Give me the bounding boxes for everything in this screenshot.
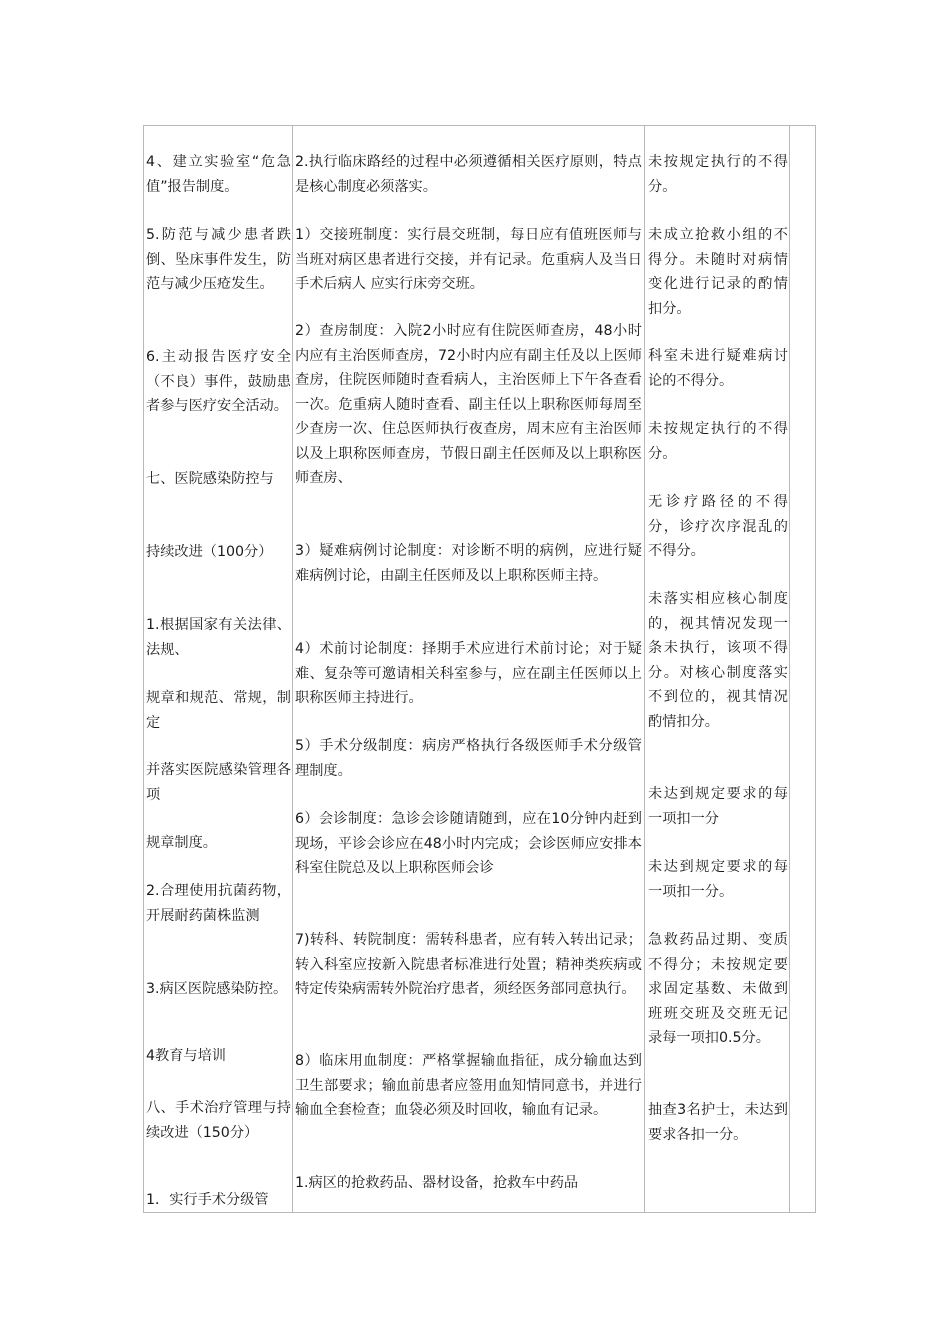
scoring-text: 急救药品过期、变质不得分；未按规定要求固定基数、未做到班班交班及交班无记录每一项扣0.5分。 (648, 932, 788, 1046)
scoring-text: 未达到规定要求的每一项扣一分。 (648, 859, 788, 900)
requirement-text: 2）查房制度：入院2小时应有住院医师查房，48小时内应有主治医师查房，72小时内应有副主任及以上医师查房，住院医师随时查看病人，主治医师上下午各查看一次。危重病人随时查看、副主任以上职称医师每周至少查房一次、住总医师执行夜查房，周末应有主治医师以及上职称医师查房，节假日副主任医师及以上职称医师查房、 (295, 323, 642, 486)
item-text: 2.合理使用抗菌药物，开展耐药菌株监测 (146, 883, 291, 924)
requirement-text: 1）交接班制度：实行晨交班制，每日应有值班医师与当班对病区患者进行交接，并有记录。危重病人及当日手术后病人 应实行床旁交班。 (295, 227, 642, 292)
item-text: 3.病区医院感染防控。 (146, 981, 288, 997)
item-text: 4、建立实验室“危急值”报告制度。 (146, 154, 291, 195)
section-heading: 八、手术治疗管理与持续改进（150分） (146, 1100, 291, 1141)
requirement-text: 6）会诊制度：急诊会诊随请随到，应在10分钟内赶到现场，平诊会诊应在48小时内完成；会诊医师应安排本科室住院总及以上职称医师会诊 (295, 811, 642, 876)
scoring-column-cell (645, 126, 790, 1213)
requirement-text: 2.执行临床路经的过程中必须遵循相关医疗原则，特点是核心制度必须落实。 (295, 154, 642, 195)
requirement-text: 3）疑难病例讨论制度：对诊断不明的病例，应进行疑难病例讨论，由副主任医师及以上职称医师主持。 (295, 543, 642, 584)
item-text: 七、医院感染防控与 (146, 471, 274, 487)
item-text: 持续改进（100分） (146, 544, 273, 560)
item-text: 1.根据国家有关法律、法规、 (146, 617, 291, 658)
item-text: 6.主动报告医疗安全（不良）事件，鼓励患者参与医疗安全活动。 (146, 349, 291, 414)
item-text: 5.防范与减少患者跌倒、坠床事件发生，防范与减少压疮发生。 (146, 227, 291, 292)
empty-column-cell (790, 126, 816, 1213)
requirement-text: 8）临床用血制度：严格掌握输血指征，成分输血达到卫生部要求；输血前患者应签用血知情同意书，并进行输血全套检查；血袋必须及时回收，输血有记录。 (295, 1053, 642, 1118)
item-column-cell (144, 126, 293, 1213)
scoring-text: 未按规定执行的不得分。 (648, 154, 788, 195)
scoring-text: 抽查3名护士，未达到要求各扣一分。 (648, 1102, 788, 1143)
requirement-text: 5）手术分级制度：病房严格执行各级医师手术分级管理制度。 (295, 738, 642, 779)
item-text: 规章和规范、常规，制定 (146, 690, 291, 731)
scoring-text: 未落实相应核心制度的，视其情况发现一条未执行，该项不得分。对核心制度落实不到位的，视其情况酌情扣分。 (648, 591, 788, 730)
scoring-text: 未成立抢救小组的不得分。未随时对病情变化进行记录的酌情扣分。 (648, 227, 788, 317)
scoring-text: 科室未进行疑难病讨论的不得分。 (648, 348, 788, 389)
item-text: 4教育与培训 (146, 1048, 226, 1064)
scoring-text: 无诊疗路径的不得分，诊疗次序混乱的不得分。 (648, 494, 788, 559)
requirement-text: 7)转科、转院制度：需转科患者，应有转入转出记录；转入科室应按新入院患者标准进行处置；精神类疾病或特定传染病需转外院治疗患者，须经医务部同意执行。 (295, 932, 642, 997)
requirement-text: 1.病区的抢救药品、器材设备，抢救车中药品 (295, 1175, 579, 1191)
rules-table (143, 125, 816, 1213)
table-row (144, 126, 816, 1213)
item-text: 1．实行手术分级管 (146, 1192, 269, 1208)
item-text: 并落实医院感染管理各项 (146, 762, 291, 803)
requirement-column-cell (293, 126, 645, 1213)
scoring-text: 未达到规定要求的每一项扣一分 (648, 786, 788, 827)
requirement-text: 4）术前讨论制度：择期手术应进行术前讨论；对于疑难、复杂等可邀请相关科室参与，应在副主任医师以上职称医师主持进行。 (295, 641, 642, 706)
scoring-text: 未按规定执行的不得分。 (648, 421, 788, 462)
item-text: 规章制度。 (146, 835, 217, 851)
